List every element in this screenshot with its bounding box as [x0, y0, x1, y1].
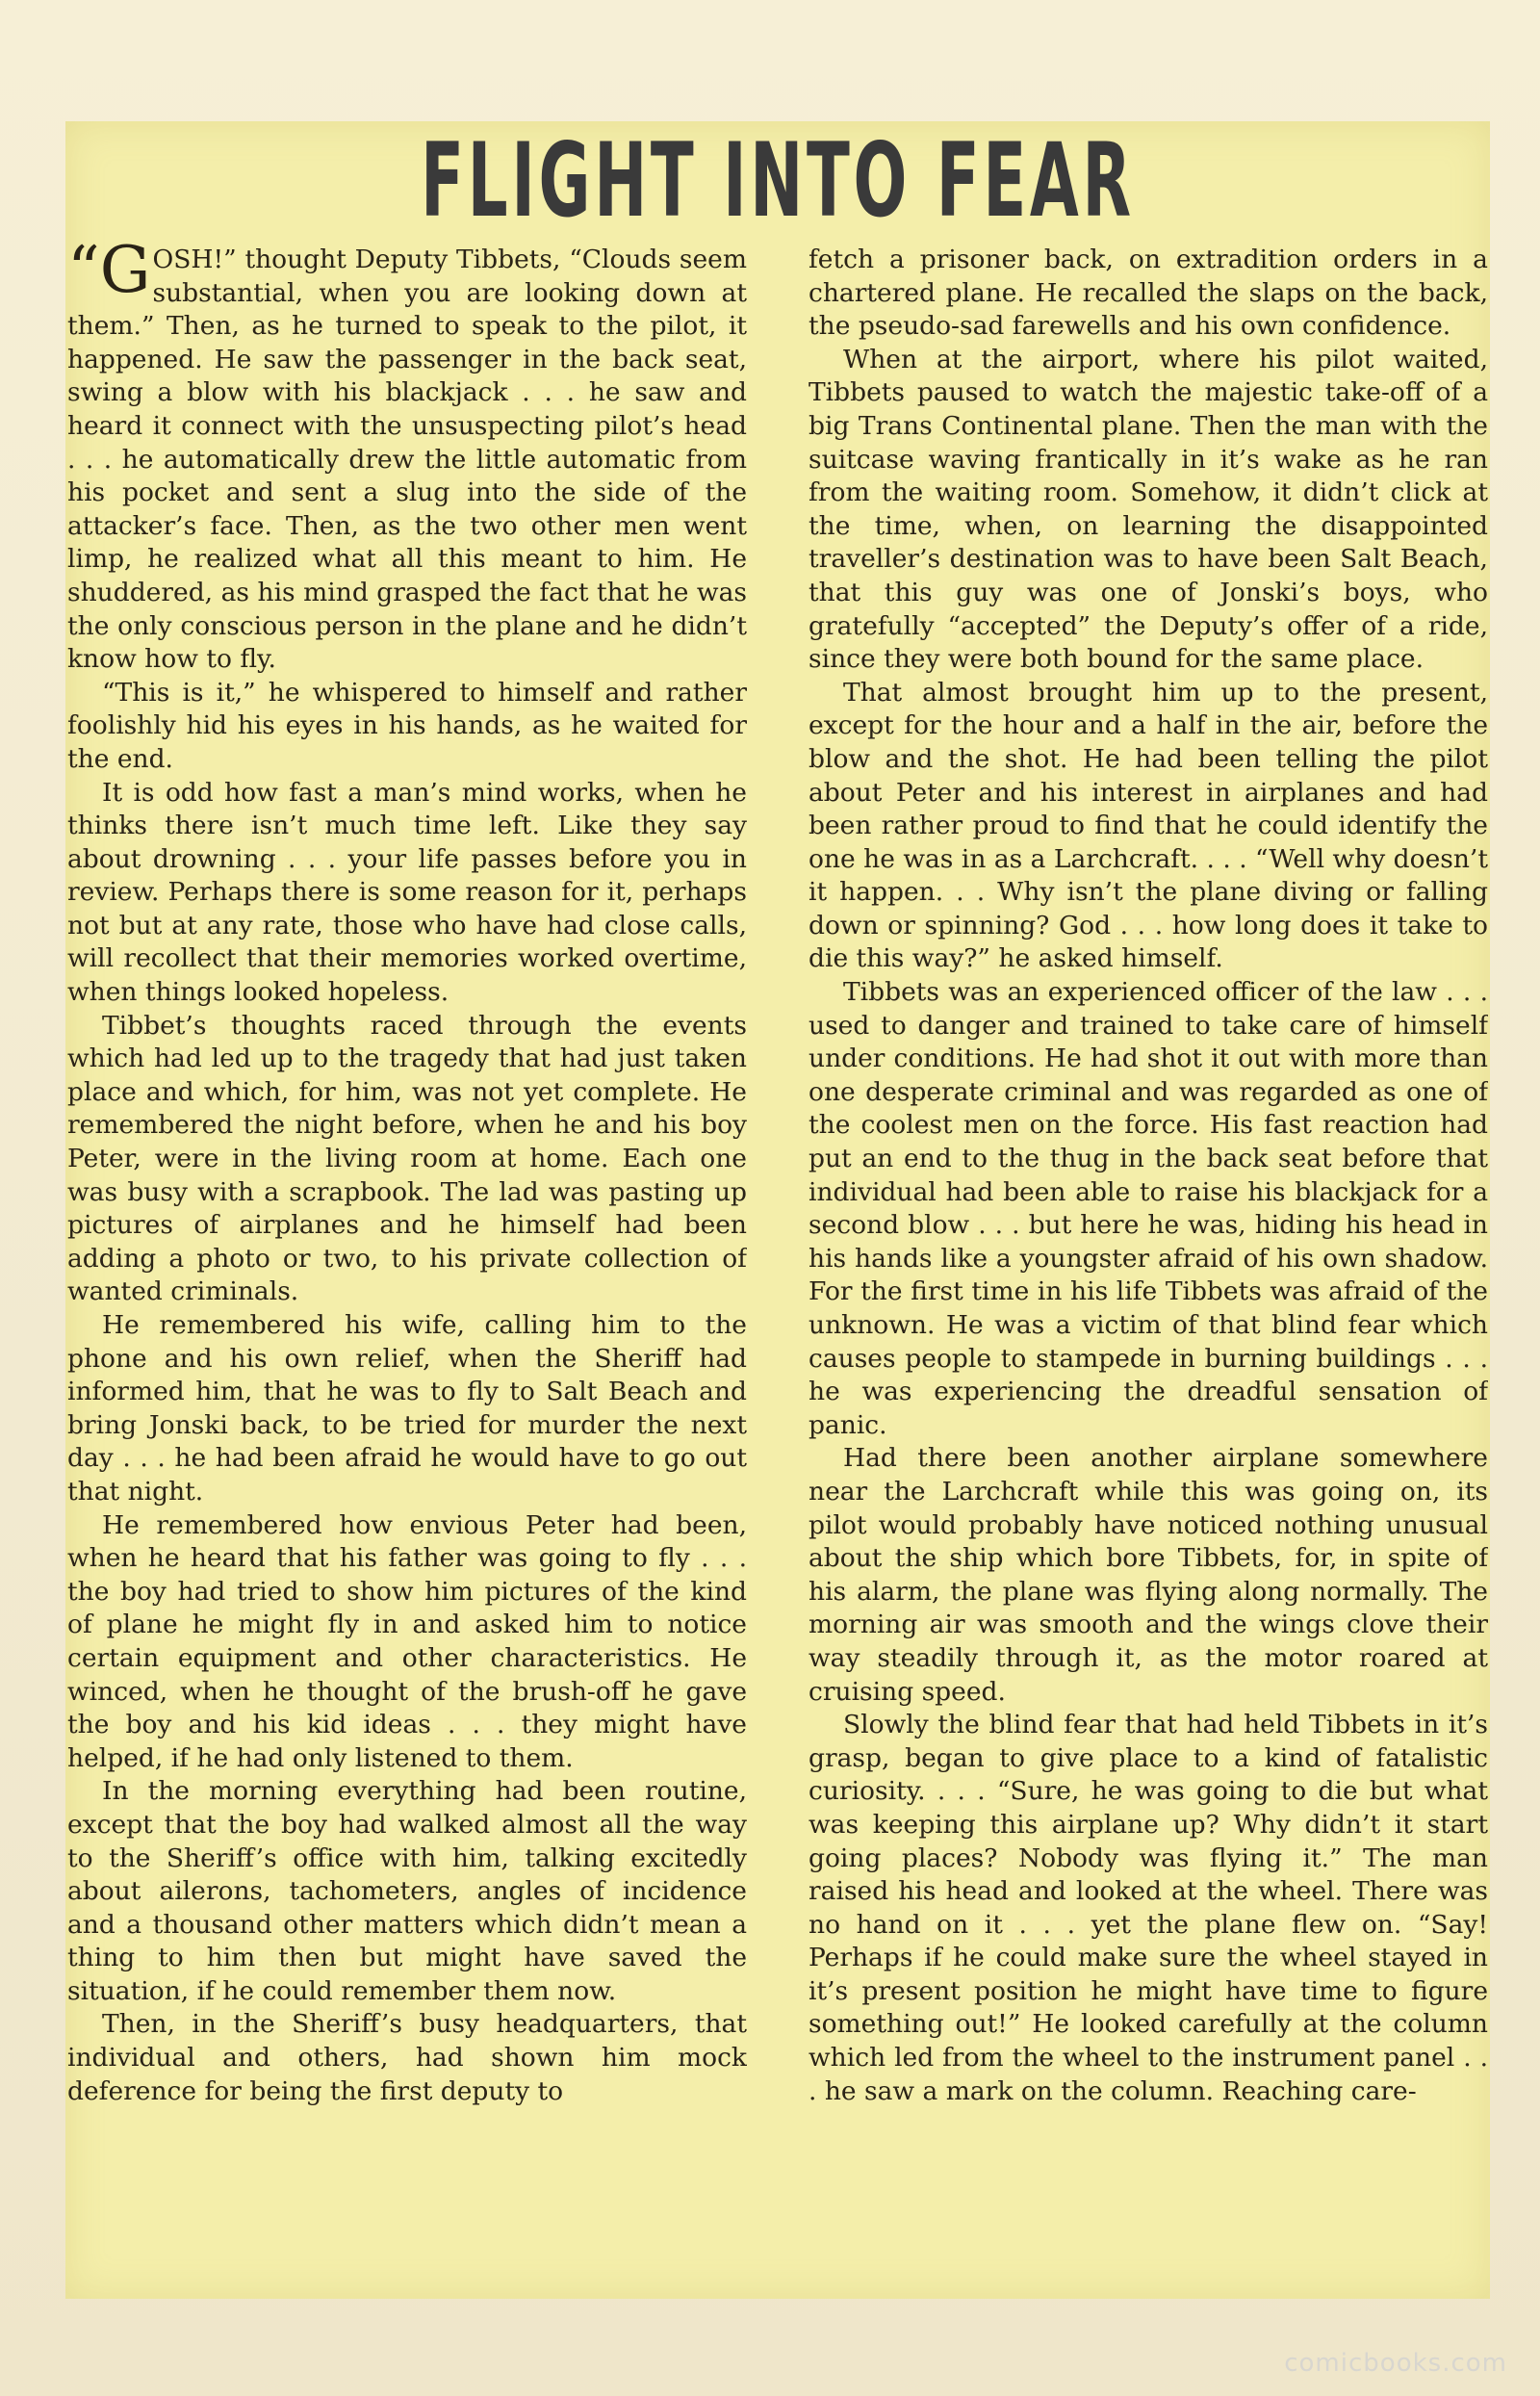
paragraph-text: OSH!” thought Deputy Tibbets, “Clouds seem substantial, when you are looking down at them.” Then, as he turned to speak to the pilot, it happened. He saw the passenger in the back seat, swing a blow with his blackjack . . . he saw and heard it connect with the unsuspecting pilot’s head . . . he automatically drew the little automatic from his pocket and sent a slug into the side of the attacker’s face. Then, as the two other men went limp, he realized what all this meant to him. He shuddered, as his mind grasped the fact that he was the only conscious person in the plane and he didn’t know how to fly. [67, 245, 747, 675]
paragraph: In the morning everything had been routine, except that the boy had walked almost all the way to the Sheriff’s office with him, talking excitedly about ailerons, tachometers, angles of incidence and a thousand other matters which didn’t mean a thing to him then but might have saved the situation, if he could remember them now. [67, 1776, 747, 2006]
paragraph: Slowly the blind fear that had held Tibbets in it’s grasp, began to give place to a kind of fatalistic curiosity. . . . “Sure, he was going to die but what was keeping this airplane up? Why didn’t it start going places? Nobody was flying it.” The man raised his head and looked at the wheel. There was no hand on it . . . yet the plane flew on. “Say! Perhaps if he could make sure the wheel stayed in it’s present position he might have time to figure something out!” He looked carefully at the column which led from the wheel to the instrument panel . . . he saw a mark on the column. Reaching care- [808, 1710, 1488, 2106]
paragraph: It is odd how fast a man’s mind works, when he thinks there isn’t much time left. Like they say about drowning . . . your life passes before you in review. Perhaps there is some reason for it, perhaps not but at any rate, those who have had close calls, will recollect that their memories worked overtime, when things looked hopeless. [67, 777, 747, 1008]
paragraph: Then, in the Sheriff’s busy headquarters, that individual and others, had shown him mock deference for being the first deputy to [67, 2009, 747, 2106]
story-title: FLIGHT INTO FEAR [421, 121, 1135, 240]
paragraph: That almost brought him up to the present, except for the hour and a half in the air, before the blow and the shot. He had been telling the pilot about Peter and his interest in airplanes and had been rather proud to find that he could identify the one he was in as a Larchcraft. . . . “Well why doesn’t it happen. . . Why isn’t the plane diving or falling down or spinning? God . . . how long does it take to die this way?” he asked himself. [808, 677, 1488, 974]
drop-cap: “G [67, 244, 151, 307]
paragraph-continued: fetch a prisoner back, on extradition orders in a chartered plane. He recalled the slaps on the back, the pseudo-sad farewells and his own confidence. [808, 245, 1488, 342]
paragraph: Tibbets was an experienced officer of the law . . . used to danger and trained to take care of himself under conditions. He had shot it out with more than one desperate criminal and was regarded as one of the coolest men on the force. His fast reaction had put an end to the thug in the back seat before that individual had been able to raise his blackjack for a second blow . . . but here he was, hiding his head in his hands like a youngster afraid of his own shadow. For the first time in his life Tibbets was afraid of the unknown. He was a victim of that blind fear which causes people to stampede in burning buildings . . . he was experiencing the dreadful sensation of panic. [808, 977, 1488, 1440]
left-column [67, 244, 747, 2286]
paragraph: He remembered his wife, calling him to the phone and his own relief, when the Sheriff had informed him, that he was to fly to Salt Beach and bring Jonski back, to be tried for murder the next day . . . he had been afraid he would have to go out that night. [67, 1310, 747, 1507]
paragraph-opening [67, 244, 747, 677]
paragraph: When at the airport, where his pilot waited, Tibbets paused to watch the majestic take-off of a big Trans Continental plane. Then the man with the suitcase waving frantically in it’s wake as he ran from the waiting room. Somehow, it didn’t click at the time, when, on learning the disappointed traveller’s destination was to have been Salt Beach, that this guy was one of Jonski’s boys, who gratefully “accepted” the Deputy’s offer of a ride, since they were both bound for the same place. [808, 344, 1488, 675]
source-watermark: comicbooks.com [1284, 2349, 1507, 2378]
paragraph: Had there been another airplane somewhere near the Larchcraft while this was going on, its pilot would probably have noticed nothing unusual about the ship which bore Tibbets, for, in spite of his alarm, the plane was flying along normally. The morning air was smooth and the wings clove their way steadily through it, as the motor roared at cruising speed. [808, 1443, 1488, 1707]
paragraph: Tibbet’s thoughts raced through the events which had led up to the tragedy that had just taken place and which, for him, was not yet complete. He remembered the night before, when he and his boy Peter, were in the living room at home. Each one was busy with a scrapbook. The lad was pasting up pictures of airplanes and he himself had been adding a photo or two, to his private collection of wanted criminals. [67, 1010, 747, 1307]
right-column [808, 244, 1488, 2286]
paragraph: “This is it,” he whispered to himself and rather foolishly hid his eyes in his hands, as he waited for the end. [67, 677, 747, 774]
paragraph: He remembered how envious Peter had been, when he heard that his father was going to fly . . . the boy had tried to show him pictures of the kind of plane he might fly in and asked him to notice certain equipment and other characteristics. He winced, when he thought of the brush-off he gave the boy and his kid ideas . . . they might have helped, if he had only listened to them. [67, 1509, 747, 1773]
